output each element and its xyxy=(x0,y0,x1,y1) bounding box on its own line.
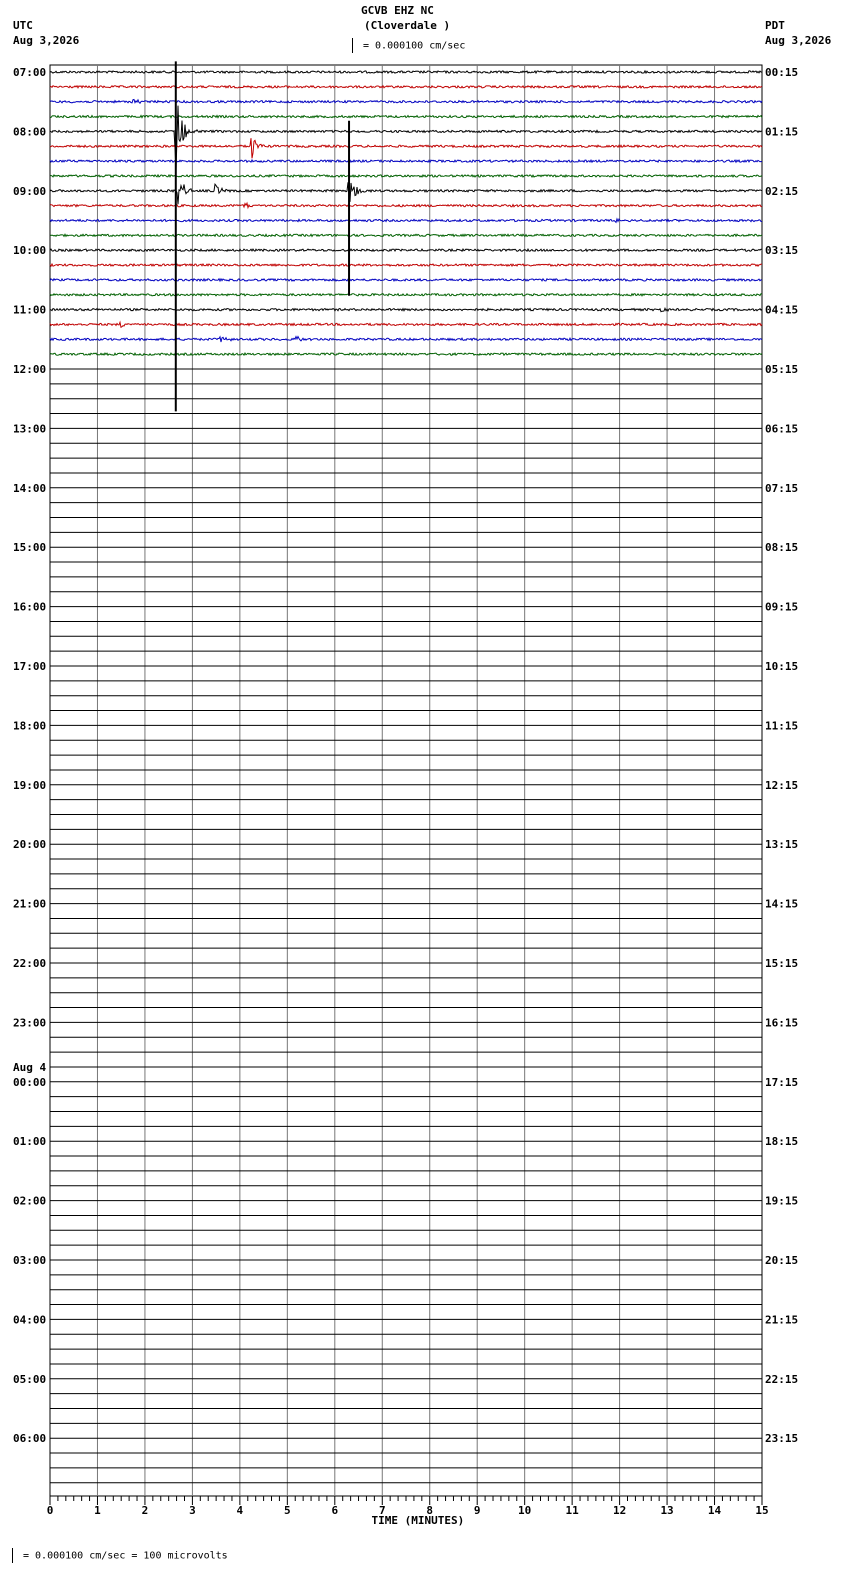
utc-hour-label: 17:00 xyxy=(13,660,47,673)
utc-hour-label: 04:00 xyxy=(13,1313,47,1327)
trace-line xyxy=(50,322,762,327)
x-tick-label: 9 xyxy=(473,1504,481,1517)
trace-line xyxy=(50,279,762,281)
utc-hour-label: 02:00 xyxy=(13,1194,47,1208)
trace-line xyxy=(50,249,762,251)
pdt-hour-label: 23:15 xyxy=(765,1432,799,1446)
pdt-hour-label: 00:15 xyxy=(765,66,799,79)
utc-hour-label: 14:00 xyxy=(13,481,47,495)
x-tick-label: 7 xyxy=(378,1504,386,1517)
utc-hour-label: 00:00 xyxy=(13,1075,47,1089)
pdt-hour-label: 04:15 xyxy=(765,303,799,317)
x-tick-label: 15 xyxy=(755,1504,769,1517)
pdt-hour-label: 20:15 xyxy=(765,1254,799,1267)
x-tick-label: 6 xyxy=(331,1504,339,1517)
x-axis-label: TIME (MINUTES) xyxy=(371,1514,465,1527)
trace-line xyxy=(50,337,762,342)
utc-hour-label: 09:00 xyxy=(13,184,47,198)
x-tick-label: 11 xyxy=(565,1504,579,1517)
utc-hour-label: 12:00 xyxy=(13,363,47,376)
x-tick-label: 3 xyxy=(189,1504,196,1517)
utc-hour-label: 22:00 xyxy=(13,957,47,970)
utc-hour-label: 03:00 xyxy=(13,1254,47,1267)
pdt-hour-label: 14:15 xyxy=(765,897,799,911)
utc-hour-label: 21:00 xyxy=(13,897,47,911)
utc-hour-label: 08:00 xyxy=(13,125,47,139)
pdt-hour-label: 01:15 xyxy=(765,125,799,139)
trace-line xyxy=(50,160,762,162)
pdt-hour-label: 17:15 xyxy=(765,1075,799,1089)
x-tick-label: 0 xyxy=(46,1504,54,1517)
pdt-hour-label: 06:15 xyxy=(765,422,799,436)
footer-scale-note xyxy=(2,1548,228,1563)
pdt-hour-label: 19:15 xyxy=(765,1194,799,1208)
trace-line xyxy=(50,308,762,311)
trace-line xyxy=(50,353,762,355)
pdt-hour-label: 21:15 xyxy=(765,1313,799,1327)
trace-line xyxy=(50,86,762,88)
pdt-hour-label: 22:15 xyxy=(765,1372,799,1386)
utc-hour-label: 11:00 xyxy=(13,303,47,317)
pdt-hour-label: 09:15 xyxy=(765,600,799,614)
pdt-hour-label: 05:15 xyxy=(765,363,799,376)
x-tick-label: 1 xyxy=(94,1504,101,1517)
pdt-hour-label: 02:15 xyxy=(765,184,799,198)
trace-line xyxy=(50,71,762,73)
trace-line xyxy=(50,203,762,207)
trace-line xyxy=(50,264,762,266)
trace-line xyxy=(50,219,762,223)
pdt-hour-label: 18:15 xyxy=(765,1135,799,1149)
pdt-hour-label: 08:15 xyxy=(765,541,799,555)
x-tick-label: 5 xyxy=(284,1504,291,1517)
utc-hour-label: 15:00 xyxy=(13,541,47,555)
pdt-hour-label: 16:15 xyxy=(765,1016,799,1030)
x-tick-label: 14 xyxy=(707,1504,722,1517)
utc-hour-label: 23:00 xyxy=(13,1016,47,1030)
station-location: (Cloverdale ) xyxy=(364,19,451,32)
utc-hour-label: 18:00 xyxy=(13,719,47,733)
trace-line xyxy=(50,100,762,104)
x-tick-label: 10 xyxy=(518,1504,532,1517)
trace-line xyxy=(50,138,762,158)
left-timezone: UTC xyxy=(13,19,33,32)
utc-hour-label: 19:00 xyxy=(13,778,47,792)
x-tick-label: 12 xyxy=(612,1504,627,1517)
trace-line xyxy=(50,182,762,204)
day-change-label: Aug 4 xyxy=(13,1060,47,1074)
trace-line xyxy=(50,234,762,236)
pdt-hour-label: 13:15 xyxy=(765,838,799,852)
scale-text: = 0.000100 cm/sec xyxy=(363,40,466,52)
utc-hour-label: 20:00 xyxy=(13,838,47,852)
utc-hour-label: 01:00 xyxy=(13,1135,47,1149)
pdt-hour-label: 11:15 xyxy=(765,719,799,733)
utc-hour-label: 06:00 xyxy=(13,1432,47,1446)
station-title: GCVB EHZ NC xyxy=(361,4,434,17)
utc-hour-label: 13:00 xyxy=(13,422,47,436)
right-timezone: PDT xyxy=(765,19,785,32)
x-tick-label: 8 xyxy=(426,1504,434,1517)
left-date: Aug 3,2026 xyxy=(13,34,80,47)
x-tick-label: 13 xyxy=(660,1504,674,1517)
pdt-hour-label: 10:15 xyxy=(765,660,799,673)
trace-line xyxy=(50,116,762,118)
utc-hour-label: 16:00 xyxy=(13,600,47,614)
right-date: Aug 3,2026 xyxy=(765,34,832,47)
utc-hour-label: 10:00 xyxy=(13,244,47,258)
pdt-hour-label: 15:15 xyxy=(765,957,799,970)
footer-scale-bar-icon xyxy=(12,1548,17,1563)
utc-hour-label: 07:00 xyxy=(13,66,47,79)
x-tick-label: 4 xyxy=(236,1504,244,1517)
pdt-hour-label: 12:15 xyxy=(765,778,799,792)
utc-hour-label: 05:00 xyxy=(13,1372,47,1386)
pdt-hour-label: 07:15 xyxy=(765,481,799,495)
trace-line xyxy=(50,175,762,177)
x-tick-label: 2 xyxy=(141,1504,149,1517)
trace-line xyxy=(50,294,762,296)
footer-scale-text: = 0.000100 cm/sec = 100 microvolts xyxy=(23,1550,228,1562)
pdt-hour-label: 03:15 xyxy=(765,244,799,258)
